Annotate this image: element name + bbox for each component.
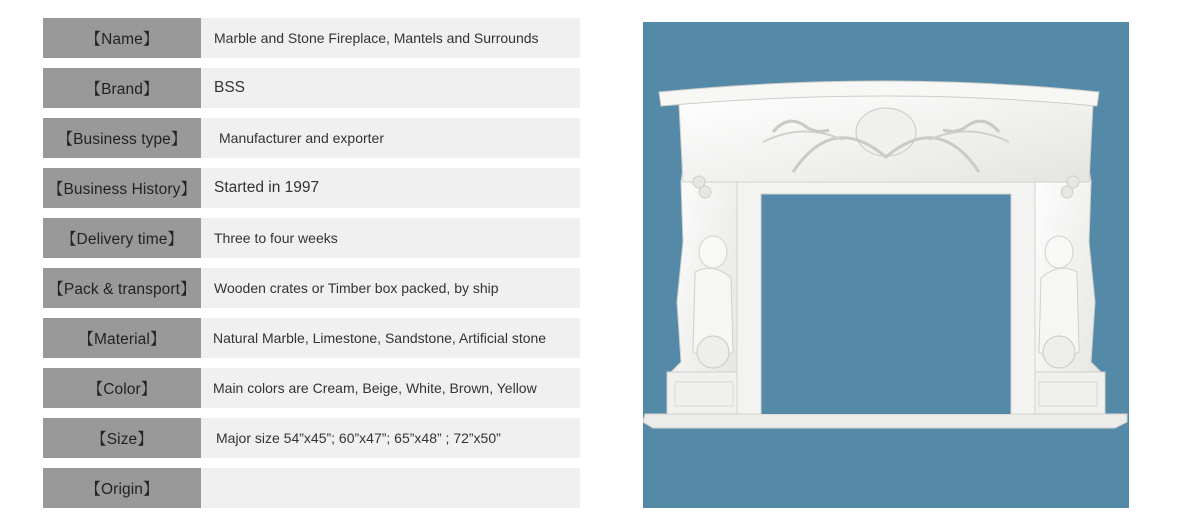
spec-label-name: 【Name】 — [43, 18, 201, 58]
spec-row-delivery-time — [43, 218, 580, 258]
spec-value-business-history: Started in 1997 — [201, 168, 580, 208]
spec-value-origin — [201, 468, 580, 508]
spec-row-name — [43, 18, 580, 58]
spec-table — [43, 18, 580, 518]
spec-row-business-type — [43, 118, 580, 158]
fireplace-illustration — [643, 22, 1129, 508]
spec-label-size: 【Size】 — [43, 418, 201, 458]
spec-value-business-type: Manufacturer and exporter — [201, 118, 580, 158]
spec-row-material — [43, 318, 580, 358]
spec-value-pack-transport: Wooden crates or Timber box packed, by ship — [201, 268, 580, 308]
spec-value-delivery-time: Three to four weeks — [201, 218, 580, 258]
spec-label-origin: 【Origin】 — [43, 468, 201, 508]
spec-row-business-history — [43, 168, 580, 208]
spec-row-color — [43, 368, 580, 408]
spec-row-pack-transport — [43, 268, 580, 308]
spec-label-color: 【Color】 — [43, 368, 201, 408]
spec-value-size: Major size 54”x45”; 60”x47”; 65”x48” ; 72”x50” — [201, 418, 580, 458]
spec-label-brand: 【Brand】 — [43, 68, 201, 108]
spec-value-color: Main colors are Cream, Beige, White, Brown, Yellow — [201, 368, 580, 408]
spec-label-delivery-time: 【Delivery time】 — [43, 218, 201, 258]
spec-value-brand: BSS — [201, 68, 580, 108]
spec-value-name: Marble and Stone Fireplace, Mantels and Surrounds — [201, 18, 580, 58]
spec-row-brand — [43, 68, 580, 108]
spec-value-material: Natural Marble, Limestone, Sandstone, Artificial stone — [201, 318, 580, 358]
spec-row-origin — [43, 468, 580, 508]
spec-row-size — [43, 418, 580, 458]
spec-label-business-type: 【Business type】 — [43, 118, 201, 158]
spec-label-material: 【Material】 — [43, 318, 201, 358]
product-image — [643, 22, 1129, 508]
spec-label-business-history: 【Business History】 — [43, 168, 201, 208]
spec-label-pack-transport: 【Pack & transport】 — [43, 268, 201, 308]
